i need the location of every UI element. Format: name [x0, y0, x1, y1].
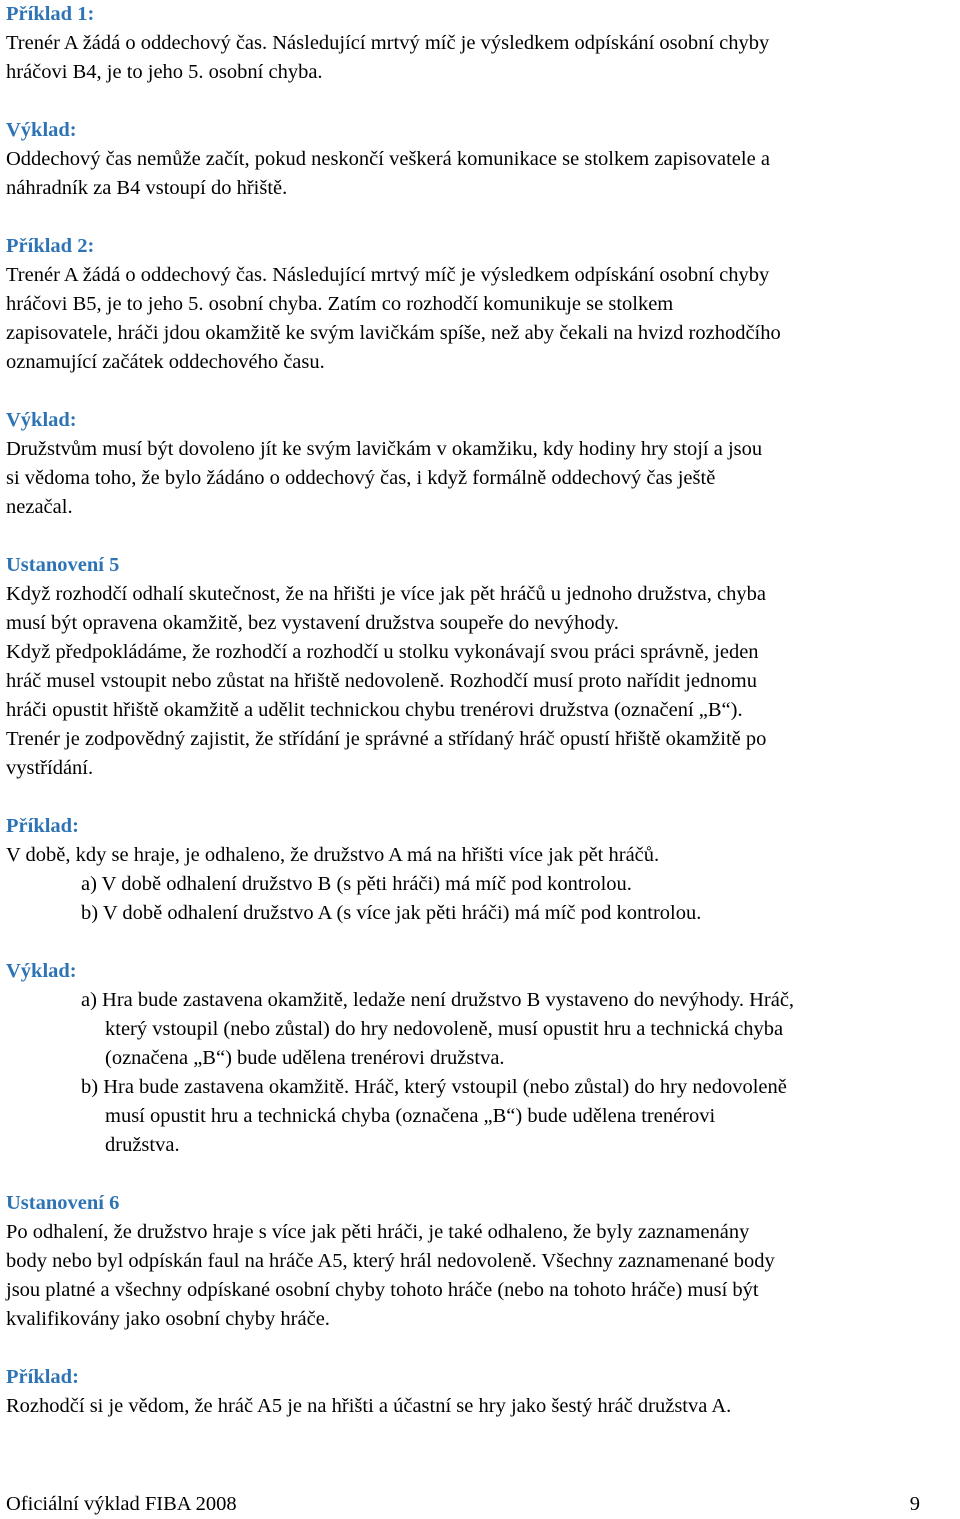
provision-6-heading: Ustanovení 6	[6, 1192, 120, 1214]
provision-5-line: musí být opravena okamžitě, bez vystavení družstva soupeře do nevýhody.	[6, 612, 619, 634]
provision-6-line: Po odhalení, že družstvo hraje s více jak pěti hráči, je také odhaleno, že byly zaznamenány	[6, 1221, 750, 1243]
example-2-line: oznamující začátek oddechového času.	[6, 351, 325, 373]
example-2-line: zapisovatele, hráči jdou okamžitě ke svým lavičkám spíše, než aby čekali na hvizd rozhodčího	[6, 322, 781, 344]
provision-6-line: kvalifikovány jako osobní chyby hráče.	[6, 1308, 330, 1330]
page-number: 9	[909, 1493, 920, 1515]
footer-title: Oficiální výklad FIBA 2008	[6, 1493, 237, 1515]
provision-5-example-item: a) V době odhalení družstvo B (s pěti hráči) má míč pod kontrolou.	[81, 873, 632, 895]
provision-5-explanation-heading: Výklad:	[6, 960, 77, 982]
provision-5-explanation-b: družstva.	[105, 1134, 180, 1156]
provision-5-explanation-b: b) Hra bude zastavena okamžitě. Hráč, který vstoupil (nebo zůstal) do hry nedovoleně	[81, 1076, 787, 1098]
provision-6-line: body nebo byl odpískán faul na hráče A5, který hrál nedovoleně. Všechny zaznamenané body	[6, 1250, 775, 1272]
example-1-explanation-line: náhradník za B4 vstoupí do hřiště.	[6, 177, 288, 199]
example-1-explanation-heading: Výklad:	[6, 119, 77, 141]
provision-6-line: jsou platné a všechny odpískané osobní chyby tohoto hráče (nebo na tohoto hráče) musí být	[6, 1279, 759, 1301]
example-1-line: Trenér A žádá o oddechový čas. Následující mrtvý míč je výsledkem odpískání osobní chyby	[6, 32, 770, 54]
example-1-explanation-line: Oddechový čas nemůže začít, pokud neskončí veškerá komunikace se stolkem zapisovatele a	[6, 148, 770, 170]
provision-5-explanation-a: a) Hra bude zastavena okamžitě, ledaže není družstvo B vystaveno do nevýhody. Hráč,	[81, 989, 795, 1011]
provision-5-line: Když rozhodčí odhalí skutečnost, že na hřišti je více jak pět hráčů u jednoho družstva, chyba	[6, 583, 766, 605]
example-2-heading: Příklad 2:	[6, 235, 95, 257]
example-2-explanation-heading: Výklad:	[6, 409, 77, 431]
provision-5-heading: Ustanovení 5	[6, 554, 120, 576]
example-1-line: hráčovi B4, je to jeho 5. osobní chyba.	[6, 61, 323, 83]
provision-5-example-line: V době, kdy se hraje, je odhaleno, že družstvo A má na hřišti více jak pět hráčů.	[6, 844, 660, 866]
example-2-line: hráčovi B5, je to jeho 5. osobní chyba. Zatím co rozhodčí komunikuje se stolkem	[6, 293, 674, 315]
example-2-explanation-line: si vědoma toho, že bylo žádáno o oddechový čas, i když formálně oddechový čas ještě	[6, 467, 716, 489]
provision-5-explanation-a: (označena „B“) bude udělena trenérovi družstva.	[105, 1047, 505, 1069]
provision-5-explanation-a: který vstoupil (nebo zůstal) do hry nedovoleně, musí opustit hru a technická chyba	[105, 1018, 784, 1040]
example-1-heading: Příklad 1:	[6, 3, 95, 25]
provision-5-line: hráči opustit hřiště okamžitě a udělit technickou chybu trenérovi družstva (označení „B“).	[6, 699, 743, 721]
provision-6-example-line: Rozhodčí si je vědom, že hráč A5 je na hřišti a účastní se hry jako šestý hráč družstva A.	[6, 1395, 732, 1417]
example-2-line: Trenér A žádá o oddechový čas. Následující mrtvý míč je výsledkem odpískání osobní chyby	[6, 264, 770, 286]
provision-5-line: hráč musel vstoupit nebo zůstat na hřiště nedovoleně. Rozhodčí musí proto nařídit jednomu	[6, 670, 757, 692]
provision-5-line: vystřídání.	[6, 757, 94, 779]
example-2-explanation-line: Družstvům musí být dovoleno jít ke svým lavičkám v okamžiku, kdy hodiny hry stojí a jsou	[6, 438, 763, 460]
example-2-explanation-line: nezačal.	[6, 496, 73, 518]
provision-6-example-heading: Příklad:	[6, 1366, 79, 1388]
provision-5-line: Když předpokládáme, že rozhodčí a rozhodčí u stolku vykonávají svou práci správně, jeden	[6, 641, 759, 663]
provision-5-example-item: b) V době odhalení družstvo A (s více jak pěti hráči) má míč pod kontrolou.	[81, 902, 702, 924]
provision-5-line: Trenér je zodpovědný zajistit, že střídání je správné a střídaný hráč opustí hřiště okamžitě po	[6, 728, 767, 750]
provision-5-explanation-b: musí opustit hru a technická chyba (označena „B“) bude udělena trenérovi	[105, 1105, 716, 1127]
provision-5-example-heading: Příklad:	[6, 815, 79, 837]
